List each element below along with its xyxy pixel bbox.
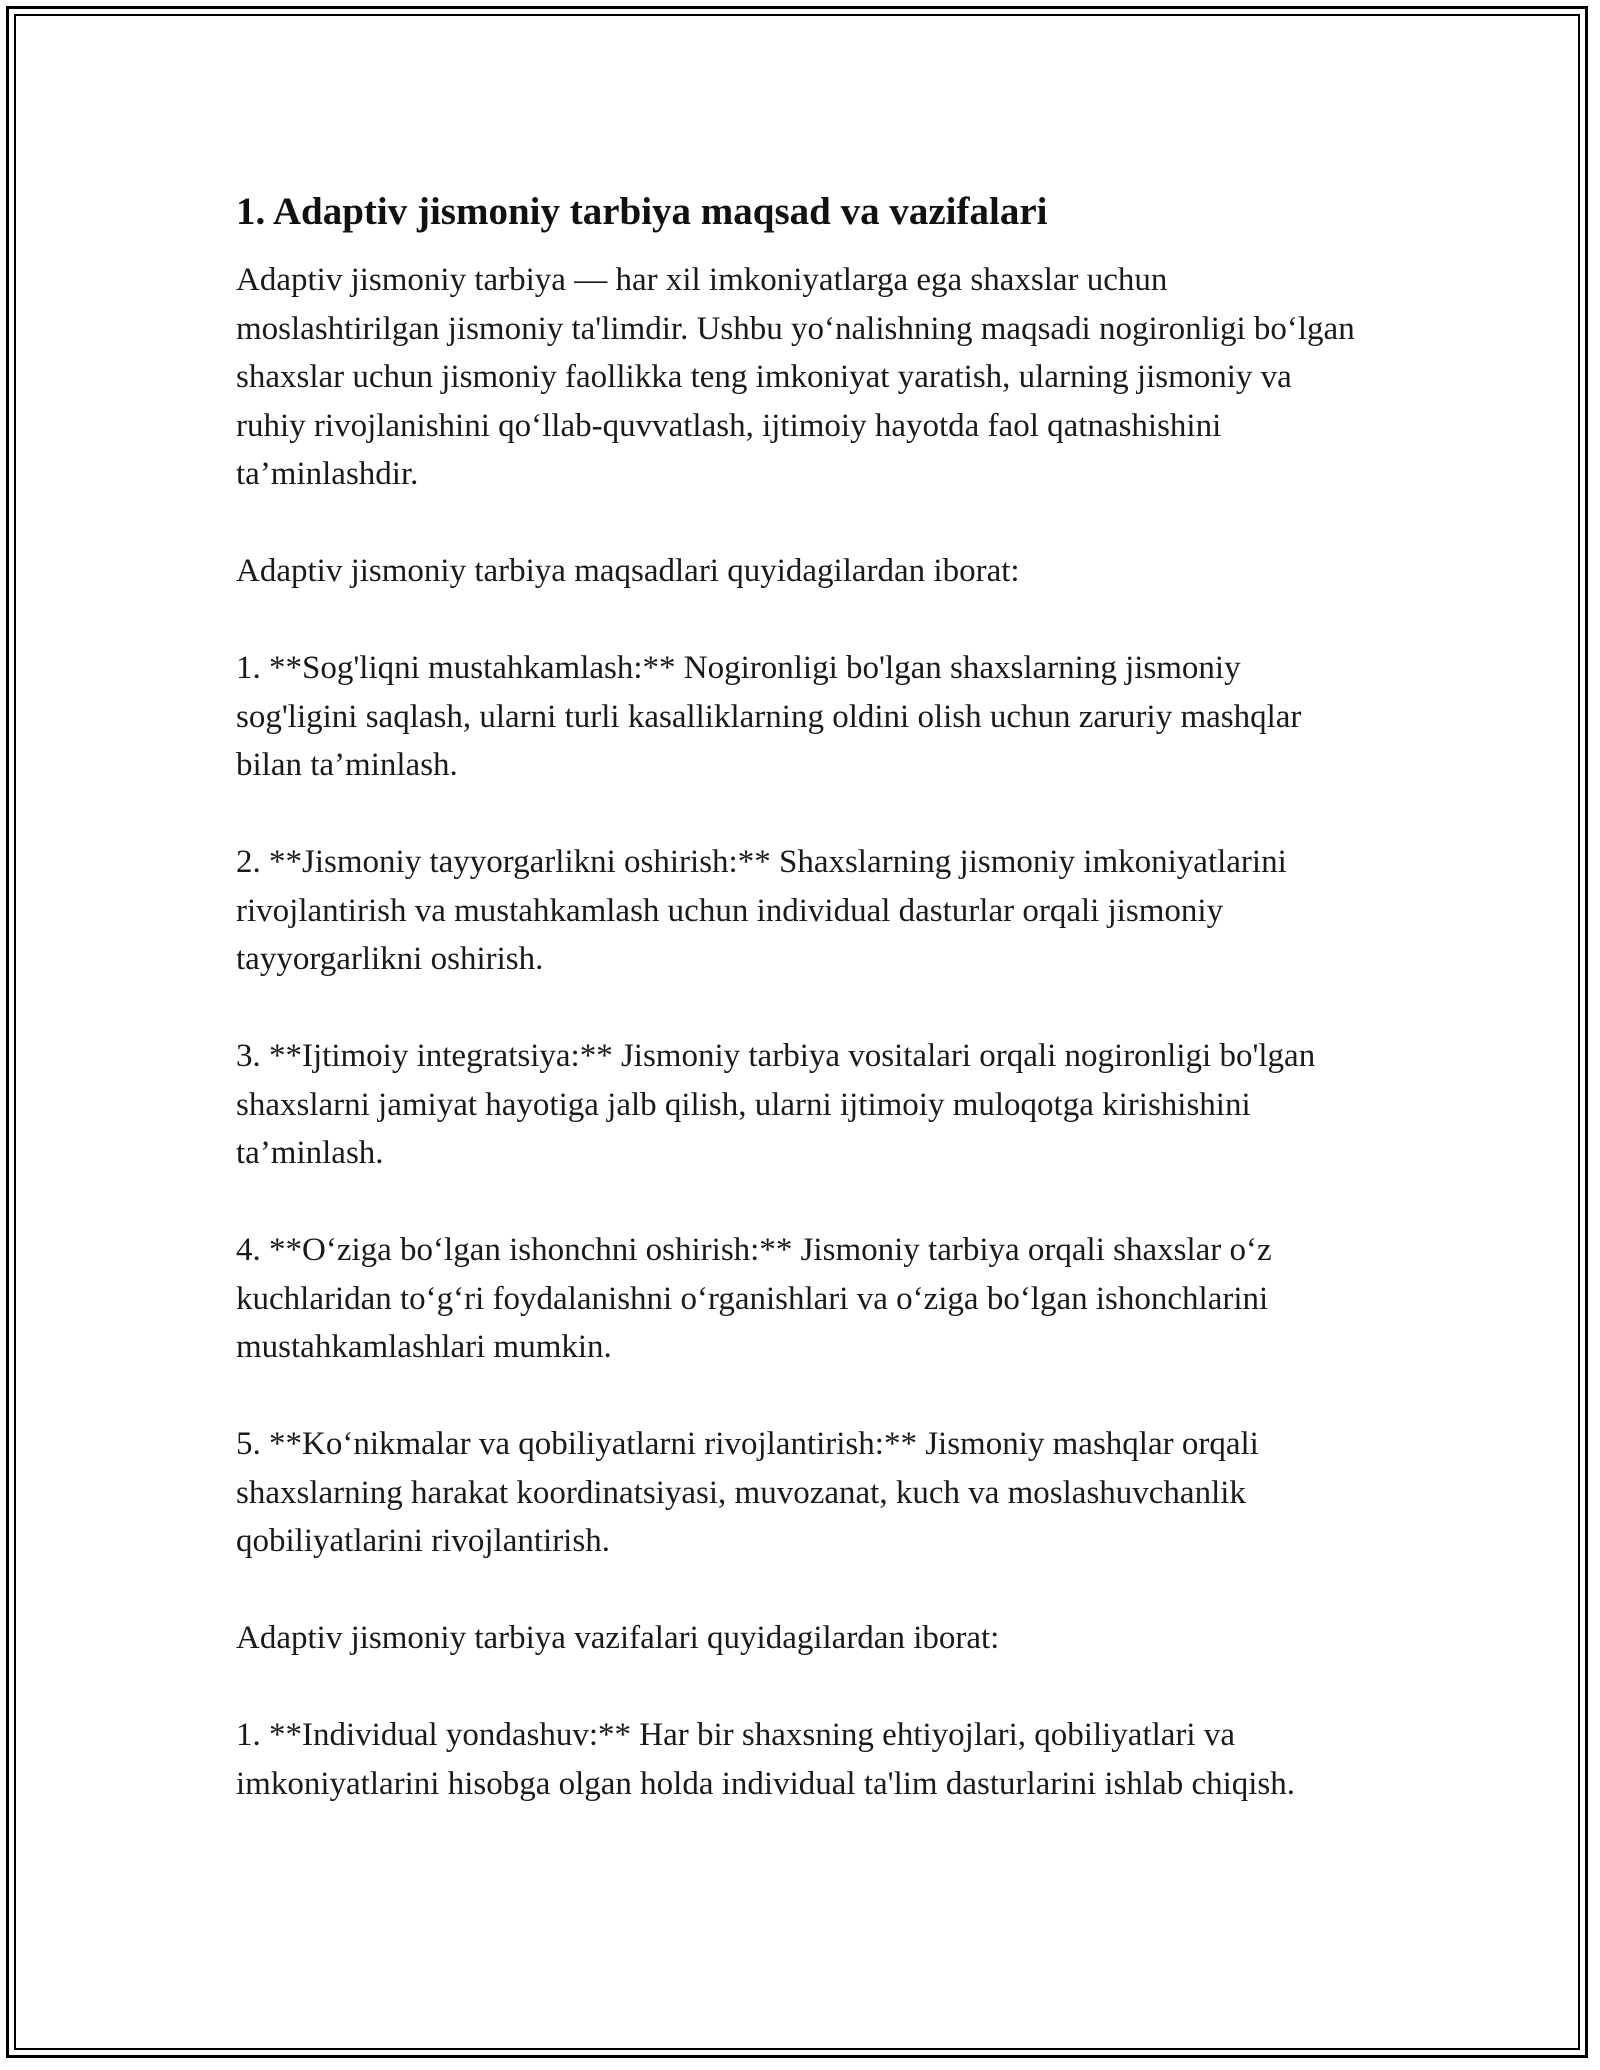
goals-intro: Adaptiv jismoniy tarbiya maqsadlari quyidagilardan iborat: <box>236 553 1020 589</box>
goal-item-5: 5. **Ko‘nikmalar va qobiliyatlarni rivojlantirish:** Jismoniy mashqlar orqali shaxslarning harakat koordinatsiyasi, muvozanat, kuch va moslashuvchanlik qobiliyatlarini rivojlantirish. <box>236 1426 1259 1559</box>
goal-item-1: 1. **Sog'liqni mustahkamlash:** Nogironligi bo'lgan shaxslarning jismoniy sog'ligini saqlash, ularni turli kasalliklarning oldini olish uchun zaruriy mashqlar bilan ta’minlash. <box>236 650 1302 783</box>
task-item-1: 1. **Individual yondashuv:** Har bir shaxsning ehtiyojlari, qobiliyatlari va imkoniyatlarini hisobga olgan holda individual ta'lim dasturlarini ishlab chiqish. <box>236 1717 1296 1802</box>
document-body <box>236 186 1366 1857</box>
tasks-intro: Adaptiv jismoniy tarbiya vazifalari quyidagilardan iborat: <box>236 1620 1000 1656</box>
goal-item-3: 3. **Ijtimoiy integratsiya:** Jismoniy tarbiya vositalari orqali nogironligi bo'lgan shaxslarni jamiyat hayotiga jalb qilish, ularni ijtimoiy muloqotga kirishishini ta’minlash. <box>236 1038 1316 1171</box>
goal-item-4: 4. **O‘ziga bo‘lgan ishonchni oshirish:** Jismoniy tarbiya orqali shaxslar o‘z kuchlaridan to‘g‘ri foydalanishni o‘rganishlari va o‘ziga bo‘lgan ishonchlarini mustahkamlashlari mumkin. <box>236 1232 1272 1365</box>
goal-item-2: 2. **Jismoniy tayyorgarlikni oshirish:** Shaxslarning jismoniy imkoniyatlarini rivojlantirish va mustahkamlash uchun individual dasturlar orqali jismoniy tayyorgarlikni oshirish. <box>236 844 1287 977</box>
section-heading: 1. Adaptiv jismoniy tarbiya maqsad va vazifalari <box>236 190 1048 233</box>
intro-paragraph: Adaptiv jismoniy tarbiya — har xil imkoniyatlarga ega shaxslar uchun moslashtirilgan jismoniy ta'limdir. Ushbu yo‘nalishning maqsadi nogironligi bo‘lgan shaxslar uchun jismoniy faollikka teng imkoniyat yaratish, ularning jismoniy va ruhiy rivojlanishini qo‘llab-quvvatlash, ijtimoiy hayotda faol qatnashishini ta’minlashdir. <box>236 262 1355 492</box>
